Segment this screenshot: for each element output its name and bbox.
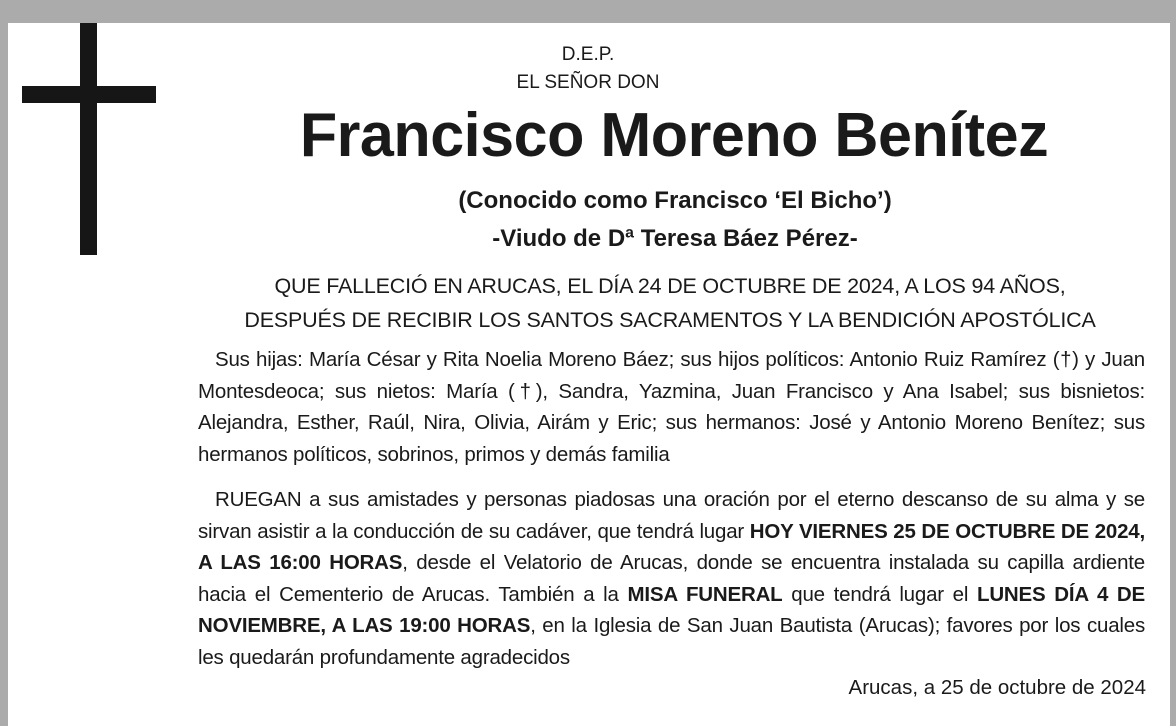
ruegan-text-1: RUEGAN a sus amistades y personas piadosas una oración por el eterno descanso de su alma y se sirvan asistir a la conducción de su cadáver, que tendrá lugar bbox=[198, 488, 1145, 543]
title-line: EL SEÑOR DON bbox=[516, 72, 660, 93]
ruegan-bold-burial: HOY VIERNES 25 DE OCTUBRE DE 2024, A LAS 16:00 HORAS bbox=[198, 519, 1146, 574]
death-notice-line-1: QUE FALLECIÓ EN ARUCAS, EL DÍA 24 DE OCTUBRE DE 2024, A LOS 94 AÑOS, bbox=[274, 274, 1066, 298]
family-text: Sus hijas: María César y Rita Noelia Moreno Báez; sus hijos políticos: Antonio Ruiz Ramírez (†) y Juan Montesdeoca; sus nietos: María (†), Sandra, Yazmina, Juan Francisco y Ana Isabel; sus bisnietos: Alejandra, Esther, Raúl, Nira, Olivia, Airám y Eric; sus hermanos: José y Antonio Moreno Benítez; sus hermanos políticos, sobrinos, primos y demás familia bbox=[198, 348, 1145, 466]
widow-line: -Viudo de Dª Teresa Báez Pérez- bbox=[492, 225, 858, 252]
ruegan-paragraph bbox=[198, 484, 1145, 673]
family-paragraph bbox=[198, 344, 1145, 470]
ruegan-bold-mass-date: LUNES DÍA 4 DE NOVIEMBRE, A LAS 19:00 HORAS bbox=[198, 582, 1145, 637]
death-notice-line-2: DESPUÉS DE RECIBIR LOS SANTOS SACRAMENTOS Y LA BENDICIÓN APOSTÓLICA bbox=[244, 308, 1096, 332]
ruegan-text-3: que tendrá lugar el bbox=[782, 582, 977, 606]
deceased-name: Francisco Moreno Benítez bbox=[299, 101, 1049, 170]
dep-label: D.E.P. bbox=[561, 44, 615, 65]
ruegan-bold-mass: MISA FUNERAL bbox=[627, 582, 783, 606]
place-date: Arucas, a 25 de octubre de 2024 bbox=[848, 676, 1146, 699]
ruegan-text-4: , en la Iglesia de San Juan Bautista (Arucas); favores por los cuales les quedarán profundamente agradecidos bbox=[198, 614, 1145, 669]
ruegan-text-2: , desde el Velatorio de Arucas, donde se encuentra instalada su capilla ardiente hacia el Cementerio de Arucas. También a la bbox=[198, 551, 1145, 606]
nickname-line: (Conocido como Francisco ‘El Bicho’) bbox=[458, 187, 892, 214]
